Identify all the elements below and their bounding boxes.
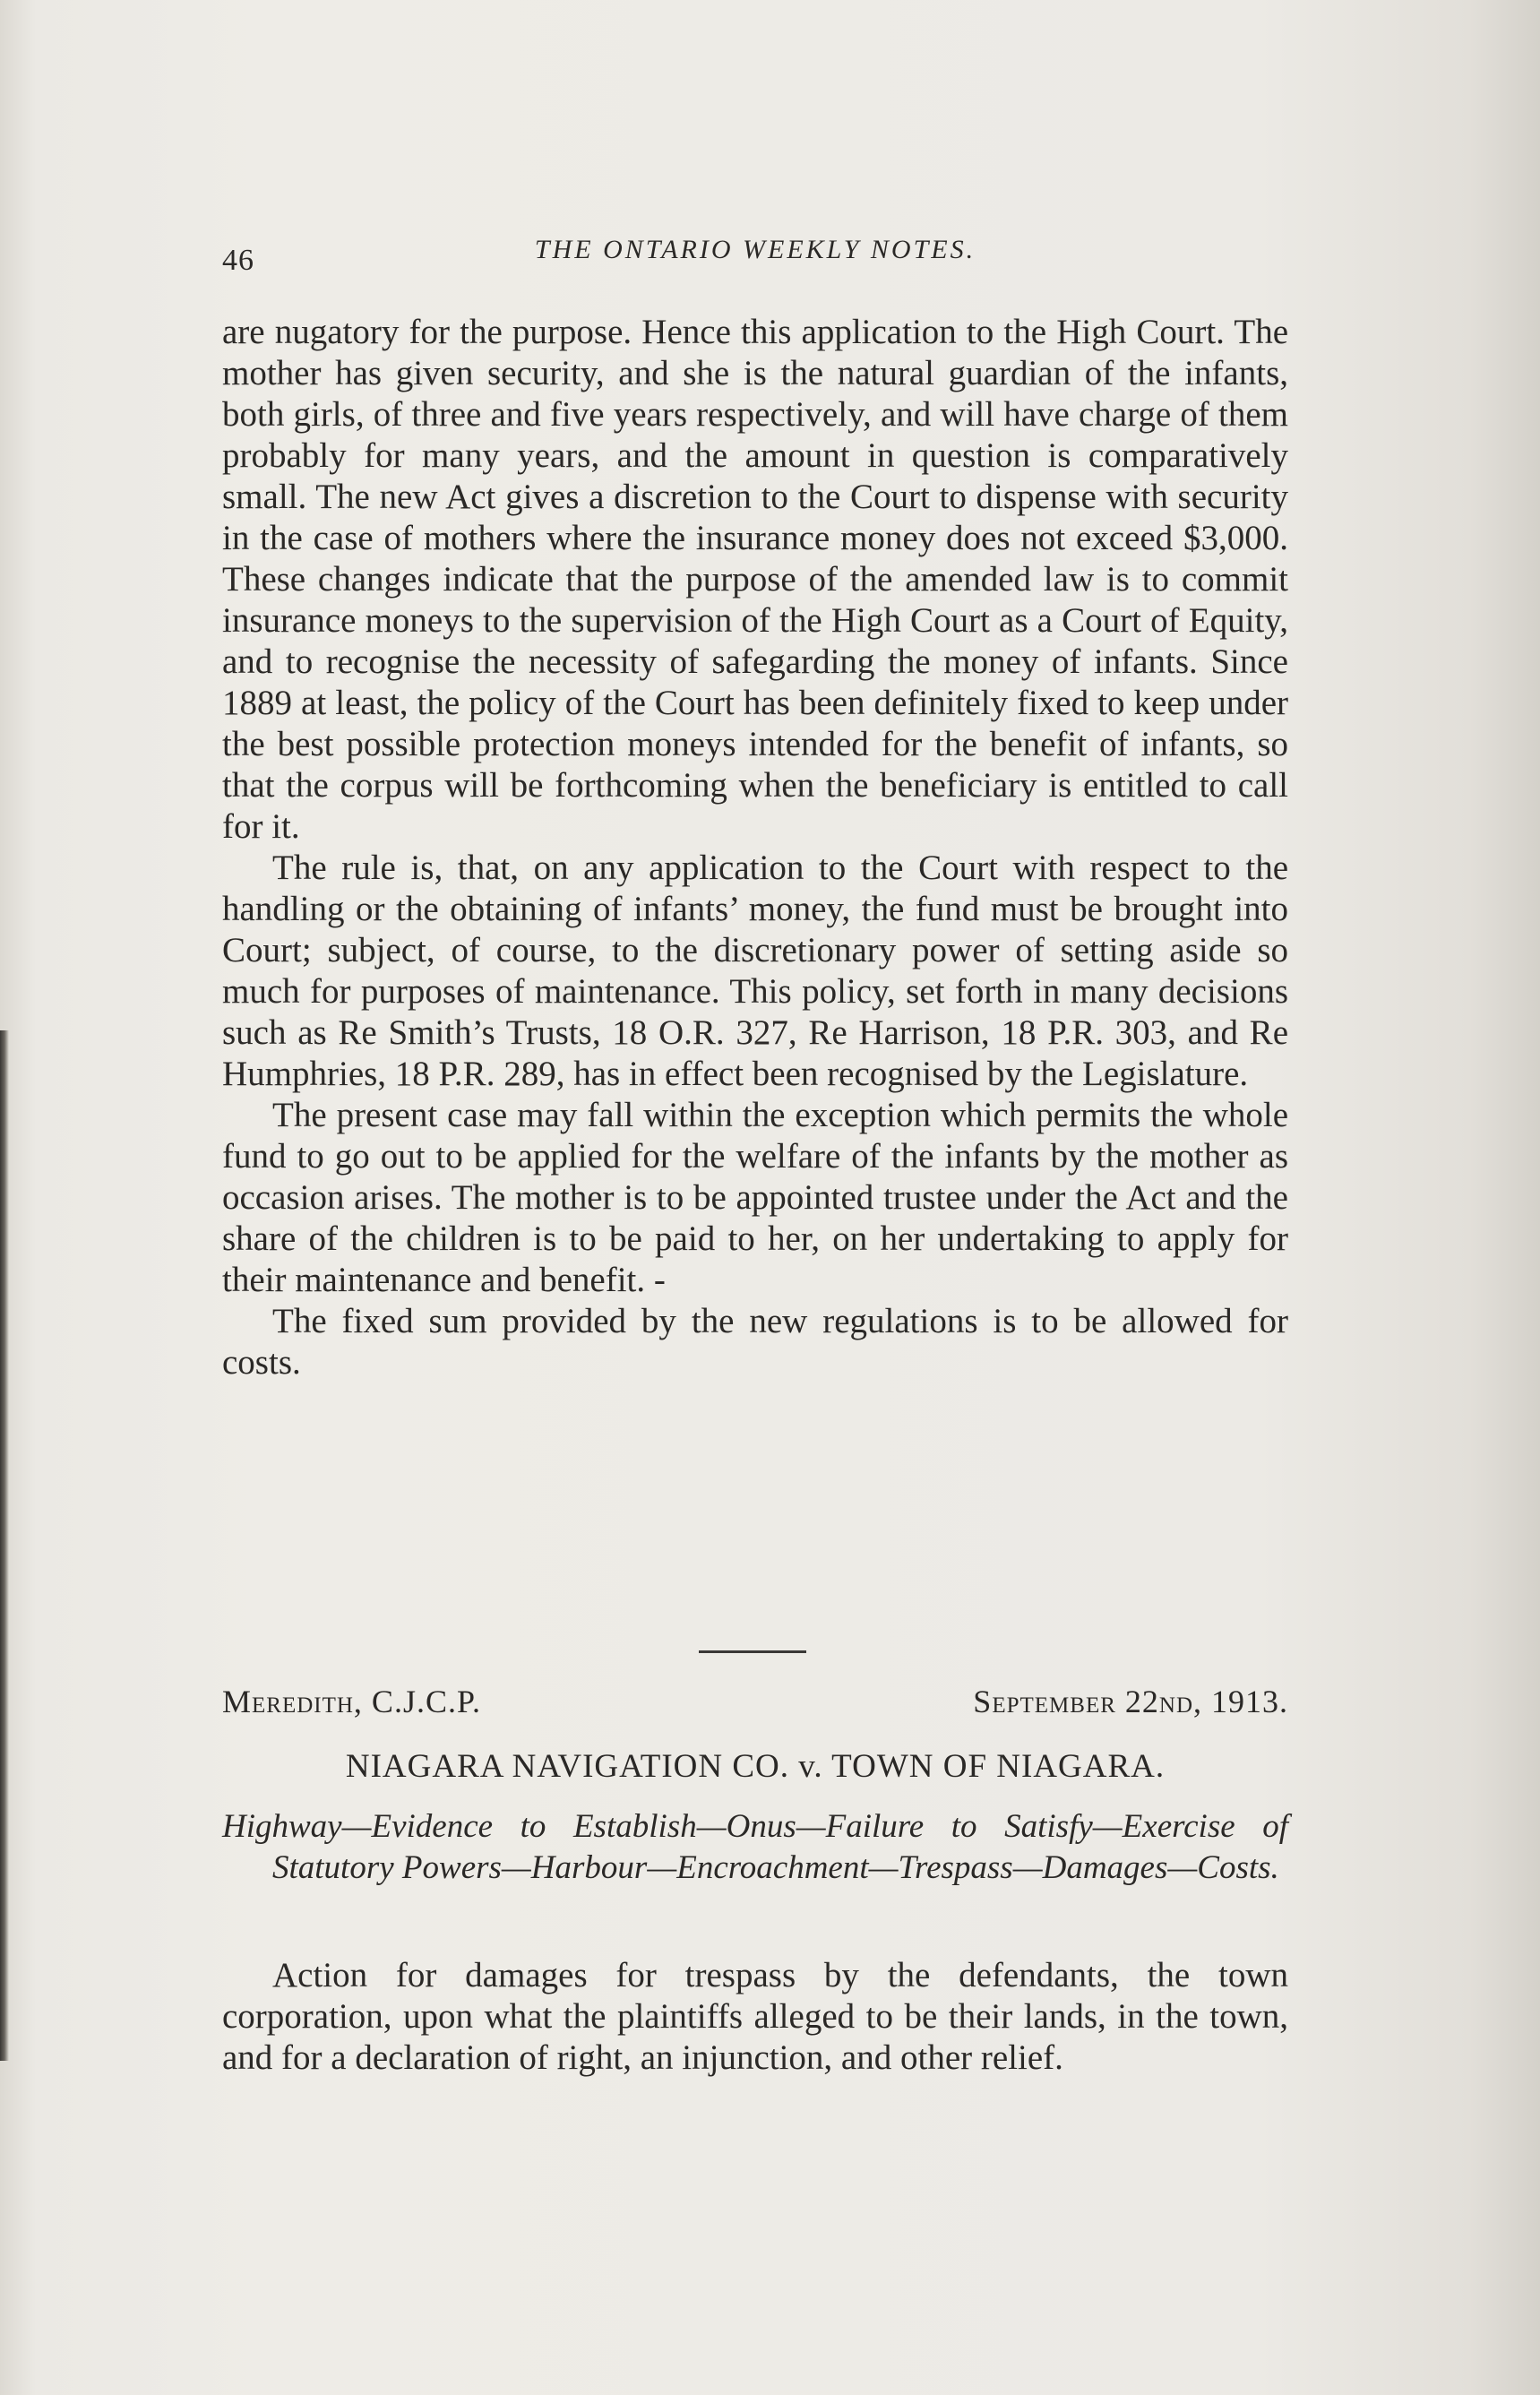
paragraph-continued: are nugatory for the purpose. Hence this application to the High Court. The mother has given security, and she is the natural guardian of the infants, both girls, of three and five years respectively, and will have charge of them probably for many years, and the amount in question is comparatively small. The new Act gives a discretion to the Court to dispense with security in the case of mothers where the insurance money does not exceed $3,000. These changes indicate that the purpose of the amended law is to commit insurance moneys to the supervision of the High Court as a Court of Equity, and to recognise the necessity of safegarding the money of infants. Since 1889 at least, the policy of the Court has been definitely fixed to keep under the best possible protection moneys intended for the benefit of infants, so that the corpus will be forthcoming when the beneficiary is entitled to call for it. xyxy=(222,313,1288,846)
judge-line xyxy=(222,1683,1288,1724)
paragraph-rule: The rule is, that, on any application to the Court with respect to the handling or the obtaining of infants’ money, the fund must be brought into Court; subject, of course, to the discretionary power of setting aside so much for purposes of maintenance. This policy, set forth in many decisions such as Re Smith’s Trusts, 18 O.R. 327, Re Harrison, 18 P.R. 303, and Re Humphries, 18 P.R. 289, has in effect been recognised by the Legislature. xyxy=(222,849,1288,1093)
paragraph-costs: The fixed sum provided by the new regulations is to be allowed for costs. xyxy=(222,1302,1288,1382)
judge-name: Meredith, C.J.C.P. xyxy=(222,1684,481,1719)
case-headnote: Highway—Evidence to Establish—Onus—Failure to Satisfy—Exercise of Statutory Powers—Harbour—Encroachment—Trespass—Damages—Costs. xyxy=(222,1808,1288,1886)
section-divider xyxy=(699,1650,806,1653)
page-header xyxy=(222,235,1288,289)
case-title: NIAGARA NAVIGATION CO. v. TOWN OF NIAGARA. xyxy=(345,1748,1166,1785)
case-summary-block xyxy=(222,1955,1288,2079)
running-head: THE ONTARIO WEEKLY NOTES. xyxy=(534,235,976,264)
body-text xyxy=(222,312,1288,1383)
case-summary: Action for damages for trespass by the defendants, the town corporation, upon what the plaintiffs alleged to be their lands, in the town, and for a declaration of right, an injunction, and other relief. xyxy=(222,1956,1288,2077)
paragraph-present-case: The present case may fall within the exception which permits the whole fund to go out to be applied for the welfare of the infants by the mother as occasion arises. The mother is to be appointed trustee under the Act and the share of the children is to be paid to her, on her undertaking to apply for their maintenance and benefit. - xyxy=(222,1096,1288,1299)
page-number: 46 xyxy=(222,244,254,277)
judgment-date: September 22nd, 1913. xyxy=(973,1684,1288,1719)
book-spine-shadow xyxy=(0,1030,9,2061)
